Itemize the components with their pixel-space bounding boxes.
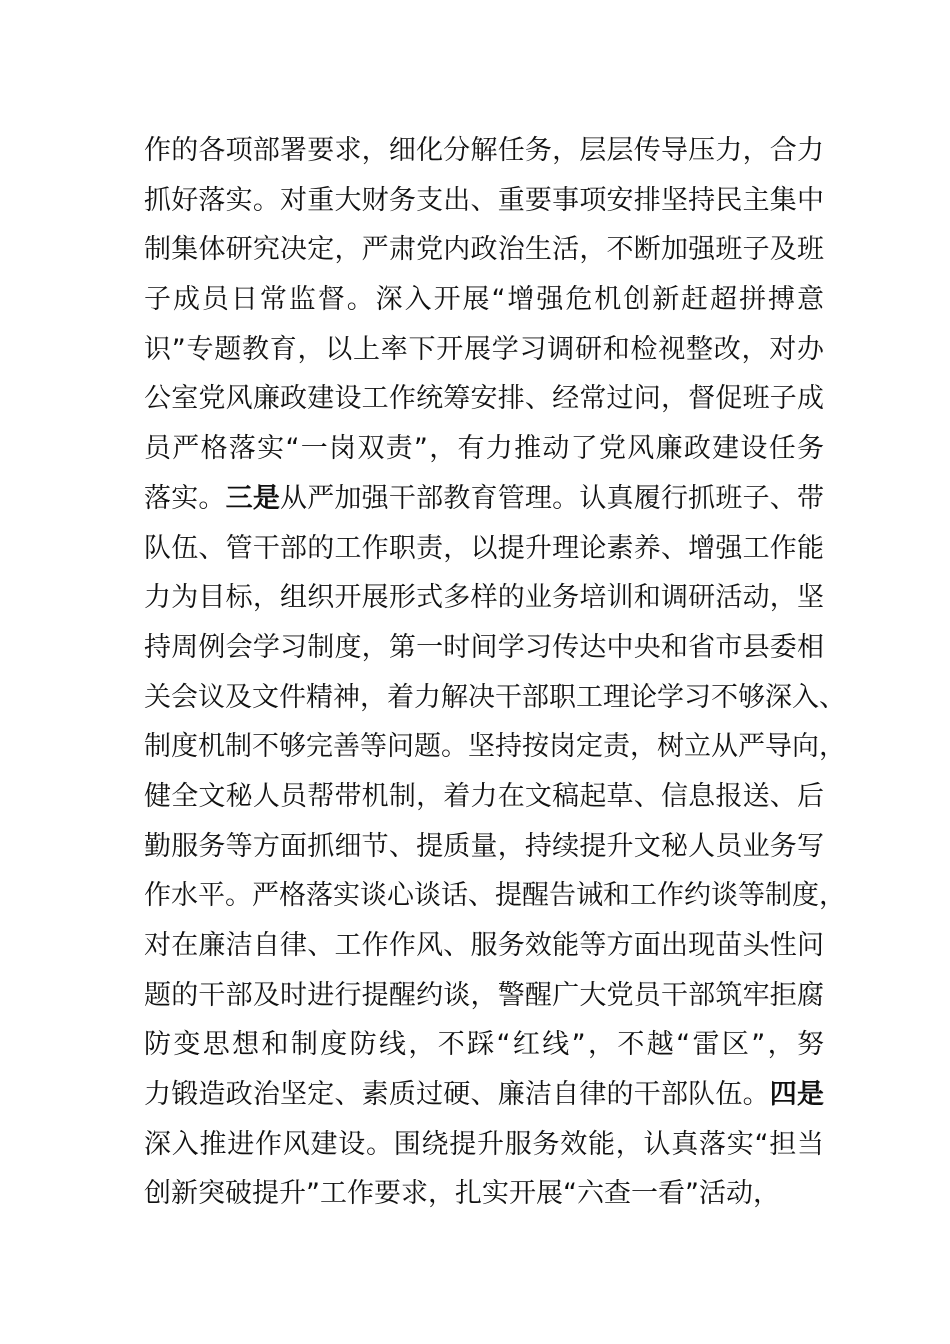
text-line	[144, 921, 824, 971]
text-line	[144, 126, 824, 176]
text-run: 从严加强干部教育管理。认真履行抓班子、带	[280, 482, 825, 514]
text-line	[144, 325, 824, 375]
text-line	[144, 225, 824, 275]
text-line	[144, 1070, 824, 1120]
text-line	[144, 176, 824, 226]
text-run: 力锻造政治坚定、素质过硬、廉洁自律的干部队伍。	[144, 1079, 770, 1111]
text-line	[144, 772, 824, 822]
text-line	[144, 722, 846, 772]
text-run: 作的各项部署要求，细化分解任务，层层传导压力，合力	[144, 135, 824, 166]
text-run: 勤服务等方面抓细节、提质量，持续提升文秘人员业务写	[144, 830, 824, 862]
text-run: 题的干部及时进行提醒约谈，警醒广大党员干部筑牢拒腐	[144, 979, 824, 1011]
text-line	[144, 1020, 824, 1070]
text-run: 创新突破提升”工作要求，扎实开展“六查一看”活动，	[144, 1178, 780, 1210]
text-run: 制度机制不够完善等问题。坚持按岗定责，树立从严导向，	[144, 731, 846, 763]
text-line	[144, 374, 824, 424]
text-run: 持周例会学习制度，第一时间学习传达中央和省市县委相	[144, 631, 824, 663]
text-run: 队伍、管干部的工作职责，以提升理论素养、增强工作能	[144, 532, 824, 564]
text-line	[144, 424, 824, 474]
text-line	[144, 623, 824, 673]
text-run: 抓好落实。对重大财务支出、重要事项安排坚持民主集中	[144, 184, 824, 216]
text-line	[144, 822, 824, 872]
text-run: 落实。	[144, 482, 226, 514]
text-run: 员严格落实“一岗双责”，有力推动了党风廉政建设任务	[144, 433, 824, 465]
text-line	[144, 1120, 824, 1170]
text-run: 子成员日常监督。深入开展“增强危机创新赶超拼搏意	[144, 284, 824, 316]
text-line	[144, 1169, 824, 1219]
text-run: 对在廉洁自律、工作作风、服务效能等方面出现苗头性问	[144, 930, 824, 961]
text-line	[144, 573, 824, 623]
text-line	[144, 871, 846, 921]
text-line	[144, 673, 846, 723]
text-run: 识”专题教育，以上率下开展学习调研和检视整改，对办	[144, 333, 824, 365]
body-paragraph	[144, 126, 846, 1219]
text-line	[144, 524, 824, 574]
text-line	[144, 275, 824, 325]
text-run: 深入推进作风建设。围绕提升服务效能，认真落实“担当	[144, 1128, 824, 1160]
text-run: 制集体研究决定，严肃党内政治生活，不断加强班子及班	[144, 234, 824, 266]
bold-heading-run: 四是	[769, 1079, 825, 1111]
text-run: 健全文秘人员帮带机制，着力在文稿起草、信息报送、后	[144, 780, 824, 812]
text-run: 防变思想和制度防线，不踩“红线”，不越“雷区”，努	[144, 1029, 824, 1061]
text-run: 公室党风廉政建设工作统筹安排、经常过问，督促班子成	[144, 383, 824, 415]
text-run: 作水平。严格落实谈心谈话、提醒告诫和工作约谈等制度，	[144, 880, 846, 912]
text-line	[144, 474, 824, 524]
text-line	[144, 971, 824, 1021]
bold-heading-run: 三是	[225, 482, 281, 514]
text-run: 力为目标，组织开展形式多样的业务培训和调研活动，坚	[144, 582, 824, 614]
text-run: 关会议及文件精神，着力解决干部职工理论学习不够深入、	[144, 681, 846, 713]
